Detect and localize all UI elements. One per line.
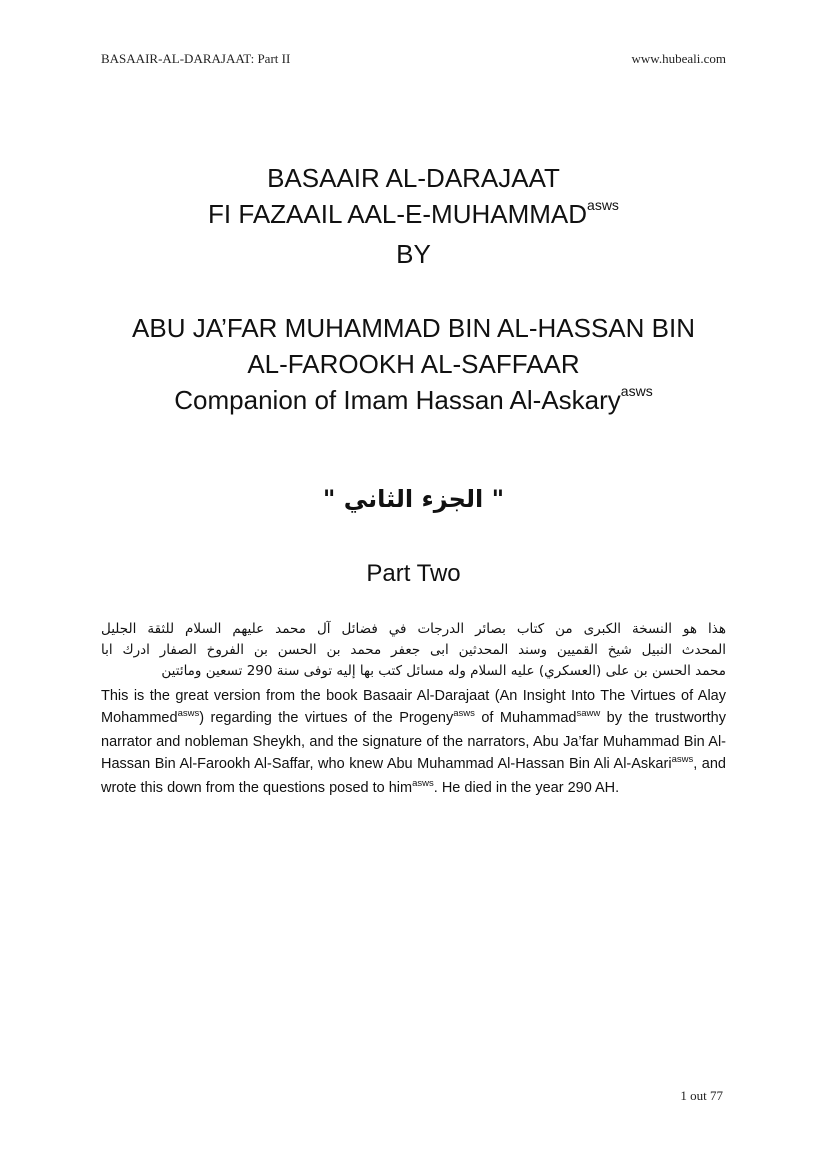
english-text-2: ) regarding the virtues of the Progeny <box>199 710 454 726</box>
title-line-1: BASAAIR AL-DARAJAAT <box>267 163 560 193</box>
title-line-2 <box>0 196 827 236</box>
arabic-line-1: هذا هو النسخة الكبرى من كتاب بصائر الدرجات في فضائل آل محمد عليهم السلام للثقة الجليل <box>101 621 726 637</box>
book-title-block <box>0 160 827 422</box>
english-text-5: , and wrote this down from the questions posed to him <box>101 756 727 796</box>
english-text-6: . He died in the year 290 AH. <box>433 780 620 796</box>
english-text-1: This is the great version from the book Basaair Al-Darajaat (An Insight Into The Virtues of Alay Mohammed <box>101 688 726 726</box>
header-title: BASAAIR-AL-DARAJAAT: Part II <box>101 51 291 66</box>
title-line-2-honorific: asws <box>587 197 619 213</box>
honorific-4: asws <box>671 754 694 765</box>
arabic-line-3: محمد الحسن بن على (العسكري) عليه السلام وله مسائل كتب بها إليه توفى سنة 290 تسعين ومائتين <box>161 663 726 679</box>
english-text-3: of Muhammad <box>474 710 577 726</box>
title-line-2-text: FI FAZAAIL AAL-E-MUHAMMAD <box>208 199 588 229</box>
english-paragraph <box>101 685 726 801</box>
author-subtitle-text: Companion of Imam Hassan Al-Askary <box>174 385 621 415</box>
page-number: 1 out 77 <box>680 1088 723 1103</box>
part-label: Part Two <box>366 560 461 587</box>
author-subtitle-honorific: asws <box>620 383 653 399</box>
arabic-line-2: المحدث النبيل شيخ القميين وسند المحدثين ابى جعفر محمد بن الحسن بن الفروخ الصفار ادرك ابا <box>101 642 726 658</box>
author-subtitle <box>0 382 827 422</box>
author-line-1: ABU JA’FAR MUHAMMAD BIN AL-HASSAN BIN <box>132 313 695 343</box>
arabic-paragraph <box>101 619 726 682</box>
honorific-2: asws <box>453 708 475 719</box>
english-text-4: by the trustworthy narrator and nobleman Sheykh, and the signature of the narrators, Abu Ja’far Muhammad Bin Al-Hassan Bin Al-Farookh Al-Saffar, who knew Abu Muhammad Al-Hassan Bin Ali Al-Askari <box>101 710 726 772</box>
header-website: www.hubeali.com <box>631 51 726 66</box>
honorific-5: asws <box>412 778 434 789</box>
running-header <box>101 51 726 67</box>
author-line-2: AL-FAROOKH AL-SAFFAAR <box>247 349 580 379</box>
title-line-3: BY <box>396 239 431 269</box>
honorific-3: saww <box>576 708 601 719</box>
arabic-part-title: " الجزء الثاني " <box>322 485 505 513</box>
honorific-1: asws <box>177 708 200 719</box>
